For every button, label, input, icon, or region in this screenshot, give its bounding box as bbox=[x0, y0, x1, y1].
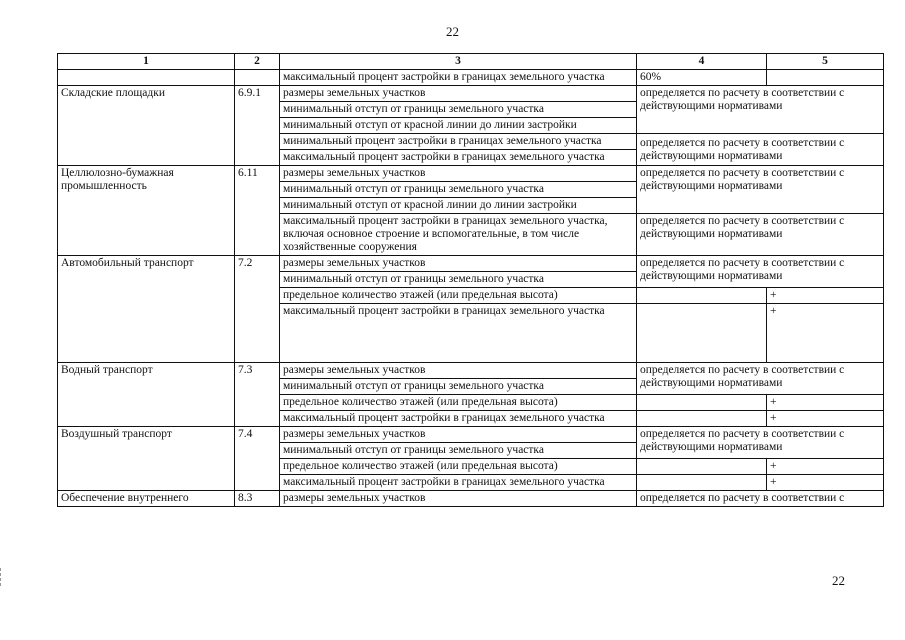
use-code-cell: 7.3 bbox=[235, 363, 280, 427]
table-row bbox=[58, 70, 884, 86]
parameter-cell: максимальный процент застройки в границах земельного участка bbox=[280, 150, 637, 166]
value-cell bbox=[637, 288, 767, 304]
parameter-cell: минимальный отступ от красной линии до линии застройки bbox=[280, 198, 637, 214]
extra-cell: + bbox=[767, 411, 884, 427]
value-cell: определяется по расчету в соответствии с действующими нормативами bbox=[637, 86, 884, 134]
value-cell: определяется по расчету в соответствии с действующими нормативами bbox=[637, 256, 884, 288]
parameter-cell: размеры земельных участков bbox=[280, 491, 637, 507]
use-code-cell: 6.9.1 bbox=[235, 86, 280, 166]
parameter-cell: размеры земельных участков bbox=[280, 86, 637, 102]
parameter-cell: минимальный отступ от границы земельного участка bbox=[280, 102, 637, 118]
use-code-cell: 8.3 bbox=[235, 491, 280, 507]
table-row bbox=[58, 363, 884, 379]
parameter-cell: минимальный отступ от границы земельного участка bbox=[280, 272, 637, 288]
use-name-cell: Целлюлозно-бумажная промышленность bbox=[58, 166, 235, 256]
column-header: 2 bbox=[235, 54, 280, 70]
value-cell: определяется по расчету в соответствии с bbox=[637, 491, 884, 507]
use-name-cell: Водный транспорт bbox=[58, 363, 235, 427]
parameter-cell: минимальный отступ от красной линии до линии застройки bbox=[280, 118, 637, 134]
page-number-top: 22 bbox=[446, 24, 459, 39]
extra-cell: + bbox=[767, 475, 884, 491]
parameter-cell: максимальный процент застройки в границах земельного участка bbox=[280, 70, 637, 86]
value-cell bbox=[637, 475, 767, 491]
value-cell: 60% bbox=[637, 70, 767, 86]
use-name-cell: Складские площадки bbox=[58, 86, 235, 166]
scan-edge-mark bbox=[0, 568, 3, 586]
column-header: 3 bbox=[280, 54, 637, 70]
parameter-cell: минимальный отступ от границы земельного участка bbox=[280, 443, 637, 459]
parameter-cell: предельное количество этажей (или предельная высота) bbox=[280, 395, 637, 411]
value-cell bbox=[637, 395, 767, 411]
use-code-cell: 6.11 bbox=[235, 166, 280, 256]
extra-cell: + bbox=[767, 395, 884, 411]
use-code-cell: 7.4 bbox=[235, 427, 280, 491]
use-code-cell: 7.2 bbox=[235, 256, 280, 363]
value-cell: определяется по расчету в соответствии с действующими нормативами bbox=[637, 363, 884, 395]
value-cell bbox=[637, 459, 767, 475]
value-cell: определяется по расчету в соответствии с действующими нормативами bbox=[637, 134, 884, 166]
use-name-cell bbox=[58, 70, 235, 86]
value-cell bbox=[637, 411, 767, 427]
value-cell bbox=[637, 304, 767, 363]
parameter-cell: максимальный процент застройки в границах земельного участка bbox=[280, 304, 637, 363]
extra-cell: + bbox=[767, 288, 884, 304]
use-name-cell: Воздушный транспорт bbox=[58, 427, 235, 491]
parameter-cell: минимальный отступ от границы земельного участка bbox=[280, 379, 637, 395]
parameter-cell: минимальный процент застройки в границах земельного участка bbox=[280, 134, 637, 150]
column-header: 4 bbox=[637, 54, 767, 70]
extra-cell: + bbox=[767, 459, 884, 475]
page-number-bottom: 22 bbox=[832, 573, 845, 588]
parameter-cell: предельное количество этажей (или предельная высота) bbox=[280, 459, 637, 475]
value-cell: определяется по расчету в соответствии с действующими нормативами bbox=[637, 214, 884, 256]
table-row bbox=[58, 427, 884, 443]
parameter-cell: размеры земельных участков bbox=[280, 427, 637, 443]
parameter-cell: размеры земельных участков bbox=[280, 363, 637, 379]
parameter-cell: размеры земельных участков bbox=[280, 256, 637, 272]
parameter-cell: предельное количество этажей (или предельная высота) bbox=[280, 288, 637, 304]
table-row bbox=[58, 491, 884, 507]
use-code-cell bbox=[235, 70, 280, 86]
value-cell: определяется по расчету в соответствии с действующими нормативами bbox=[637, 427, 884, 459]
use-name-cell: Обеспечение внутреннего bbox=[58, 491, 235, 507]
extra-cell: + bbox=[767, 304, 884, 363]
parameter-cell: максимальный процент застройки в границах земельного участка, включая основное строение и вспомогательные, в том числе хозяйственные сооружения bbox=[280, 214, 637, 256]
parameter-cell: максимальный процент застройки в границах земельного участка bbox=[280, 475, 637, 491]
use-name-cell: Автомобильный транспорт bbox=[58, 256, 235, 363]
parameter-cell: минимальный отступ от границы земельного участка bbox=[280, 182, 637, 198]
table-row bbox=[58, 256, 884, 272]
table-row bbox=[58, 166, 884, 182]
column-header: 5 bbox=[767, 54, 884, 70]
value-cell: определяется по расчету в соответствии с действующими нормативами bbox=[637, 166, 884, 214]
extra-cell bbox=[767, 70, 884, 86]
parameter-cell: максимальный процент застройки в границах земельного участка bbox=[280, 411, 637, 427]
table-row bbox=[58, 86, 884, 102]
zoning-parameters-table bbox=[57, 53, 884, 507]
column-header: 1 bbox=[58, 54, 235, 70]
table-header-row bbox=[58, 54, 884, 70]
parameter-cell: размеры земельных участков bbox=[280, 166, 637, 182]
